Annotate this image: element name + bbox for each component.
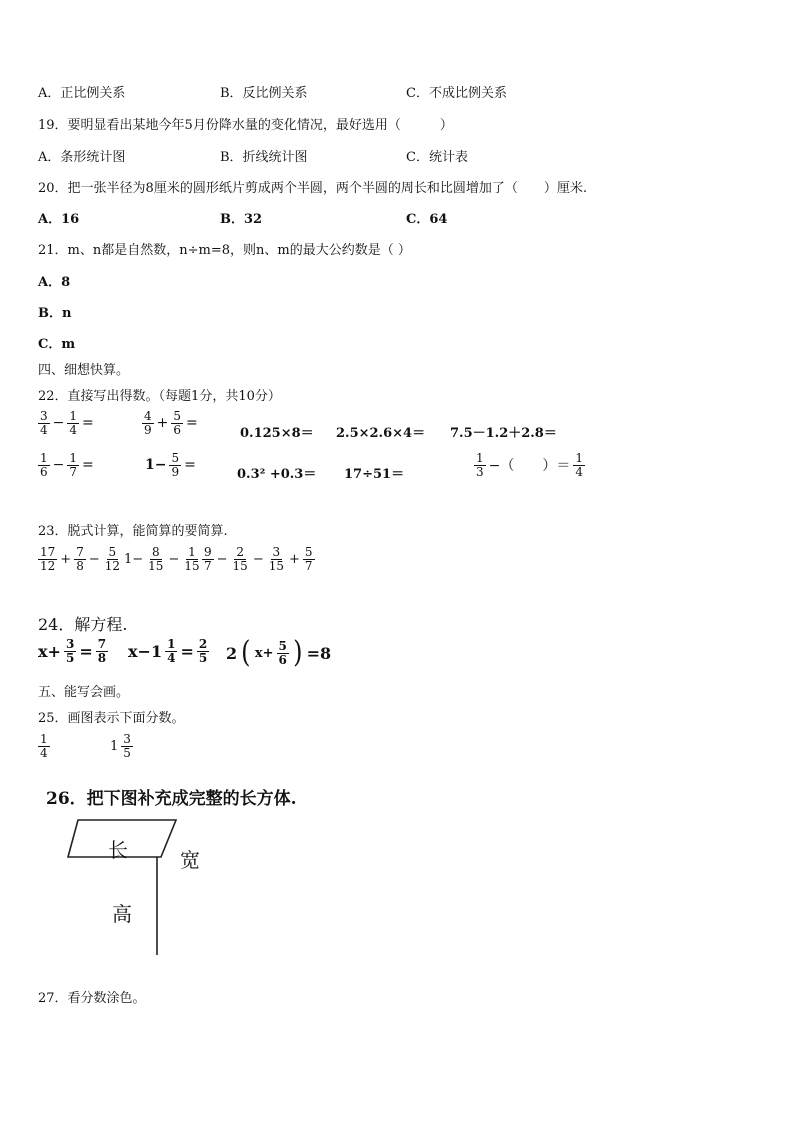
q21-option-b: B．n bbox=[38, 306, 72, 321]
q20-option-a: A．16 bbox=[38, 212, 80, 227]
cuboid-svg bbox=[66, 815, 236, 960]
fraction: $\frac{3}{4}$ bbox=[40, 409, 48, 437]
q24-text: 24．解方程. bbox=[38, 615, 128, 634]
q23-e1: $\frac{17}{12}$ + $\frac{7}{8}$ − $\frac{5}{12}$ bbox=[40, 545, 121, 573]
fraction: $\frac{5}{7}$ bbox=[304, 545, 313, 573]
q23-text: 23．脱式计算，能简算的要简算. bbox=[38, 524, 228, 539]
label-length: 长 bbox=[108, 838, 128, 862]
q22-r1-e2: $\frac{4}{9}$ + $\frac{5}{6}$ = bbox=[144, 409, 198, 437]
fraction: $\frac{5}{12}$ bbox=[104, 545, 121, 573]
q22-r2-e4: 17÷51＝ bbox=[344, 467, 405, 482]
q25-fraction-1 bbox=[38, 733, 50, 759]
q22-r2-e3: 0.3² +0.3＝ bbox=[237, 467, 317, 482]
fraction: $\frac{1}{3}$ bbox=[476, 451, 484, 479]
q19-option-a: A．条形统计图 bbox=[38, 150, 126, 165]
label-height: 高 bbox=[112, 902, 132, 926]
cuboid-drawing bbox=[66, 815, 236, 960]
q22-r2-e5: $\frac{1}{3}$ −（ ）＝ $\frac{1}{4}$ bbox=[476, 451, 584, 479]
fraction: $\frac{3}{5}$ bbox=[65, 637, 75, 665]
q19-text: 19．要明显看出某地今年5月份降水量的变化情况，最好选用（ ） bbox=[38, 118, 453, 133]
q18-option-b: B．反比例关系 bbox=[220, 86, 308, 101]
section-4-heading: 四、细想快算。 bbox=[38, 363, 130, 378]
fraction: $\frac{17}{12}$ bbox=[40, 545, 56, 573]
q21-text: 21．m、n都是自然数，n÷m=8，则n、m的最大公约数是（ ） bbox=[38, 243, 411, 258]
q22-r1-e1: $\frac{3}{4}$ − $\frac{1}{4}$ = bbox=[40, 409, 94, 437]
fraction: $\frac{3}{5}$ bbox=[123, 732, 131, 760]
fraction: $\frac{1}{15}$ bbox=[184, 545, 200, 573]
q22-r1-e4: 2.5×2.6×4＝ bbox=[336, 426, 426, 441]
q25-text: 25．画图表示下面分数。 bbox=[38, 711, 185, 726]
q26-text: 26．把下图补充成完整的长方体. bbox=[46, 789, 297, 809]
q22-r2-e2: 1− $\frac{5}{9}$ = bbox=[145, 451, 196, 479]
fraction: $\frac{8}{15}$ bbox=[148, 545, 164, 573]
right-paren: ) bbox=[293, 635, 303, 670]
q19-option-c: C．统计表 bbox=[406, 150, 468, 165]
q20-text: 20．把一张半径为8厘米的圆形纸片剪成两个半圆，两个半圆的周长和比圆增加了（ ）厘米. bbox=[38, 181, 587, 196]
section-5-heading: 五、能写会画。 bbox=[38, 685, 130, 700]
q21-option-a: A．8 bbox=[38, 275, 71, 290]
q22-r2-e1: $\frac{1}{6}$ − $\frac{1}{7}$ = bbox=[40, 451, 94, 479]
fraction: $\frac{4}{9}$ bbox=[144, 409, 152, 437]
fraction: $\frac{2}{15}$ bbox=[232, 545, 248, 573]
fraction: $\frac{7}{8}$ bbox=[76, 545, 84, 573]
fraction: $\frac{1}{4}$ bbox=[575, 451, 584, 479]
q18-option-a: A．正比例关系 bbox=[38, 86, 126, 101]
fraction: $\frac{1}{4}$ bbox=[69, 409, 78, 437]
q20-option-c: C．64 bbox=[406, 212, 448, 227]
q22-r1-e5: 7.5－1.2＋2.8＝ bbox=[450, 426, 557, 441]
fraction: $\frac{1}{4}$ bbox=[40, 732, 48, 760]
q27-text: 27．看分数涂色。 bbox=[38, 991, 146, 1006]
q22-r1-e3: 0.125×8＝ bbox=[240, 426, 314, 441]
q21-option-c: C．m bbox=[38, 337, 76, 352]
fraction: $\frac{1}{4}$ bbox=[167, 637, 176, 665]
q24-e3: 2 ( x+ $\frac{5}{6}$ ) =8 bbox=[226, 635, 332, 670]
fraction: $\frac{5}{6}$ bbox=[278, 638, 287, 667]
fraction: $\frac{1}{6}$ bbox=[40, 451, 48, 479]
q24-e2: x−1 $\frac{1}{4}$ = $\frac{2}{5}$ bbox=[128, 637, 208, 665]
label-width: 宽 bbox=[180, 848, 200, 872]
fraction: $\frac{5}{9}$ bbox=[171, 451, 180, 479]
q19-option-b: B．折线统计图 bbox=[220, 150, 308, 165]
left-paren: ( bbox=[241, 635, 251, 670]
fraction: $\frac{7}{8}$ bbox=[97, 637, 107, 665]
q23-e3: $\frac{9}{7}$ − $\frac{2}{15}$ − $\frac{3}{15}$ + $\frac{5}{7}$ bbox=[204, 545, 313, 573]
q18-option-c: C．不成比例关系 bbox=[406, 86, 507, 101]
q25-fraction-2: 1 $\frac{3}{5}$ bbox=[110, 732, 131, 760]
fraction: $\frac{9}{7}$ bbox=[204, 545, 212, 573]
q24-e1: x+ $\frac{3}{5}$ = $\frac{7}{8}$ bbox=[38, 637, 107, 665]
fraction: $\frac{3}{15}$ bbox=[268, 545, 285, 573]
q23-e2: 1− $\frac{8}{15}$ − $\frac{1}{15}$ bbox=[124, 545, 200, 573]
q20-option-b: B．32 bbox=[220, 212, 263, 227]
fraction: $\frac{1}{7}$ bbox=[69, 451, 78, 479]
fraction: $\frac{2}{5}$ bbox=[198, 637, 208, 665]
q22-text: 22．直接写出得数。（每题1分，共10分） bbox=[38, 389, 281, 404]
fraction: $\frac{5}{6}$ bbox=[173, 409, 182, 437]
